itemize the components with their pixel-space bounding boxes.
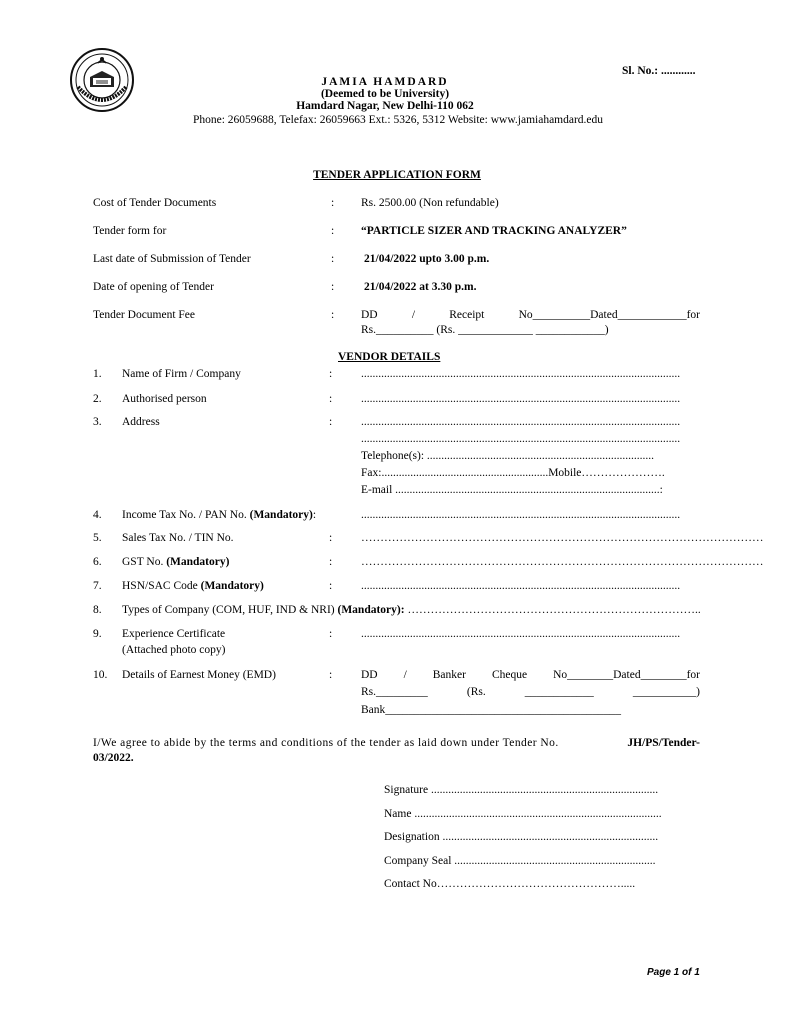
contact-number-field[interactable]: Contact No…………………………………………..... (384, 878, 636, 890)
field-label-last-date: Last date of Submission of Tender (93, 253, 251, 265)
field-colon: : (331, 253, 335, 265)
mandatory-tag: (Mandatory) (166, 556, 230, 568)
field-colon: : (331, 197, 335, 209)
university-name: JAMIA HAMDARD (321, 76, 449, 88)
item-number: 7. (93, 580, 102, 592)
item-label-authorised-person: Authorised person (122, 393, 207, 405)
field-label-cost: Cost of Tender Documents (93, 197, 217, 209)
emd-part: ____________ (524, 686, 594, 698)
item-number: 2. (93, 393, 102, 405)
field-value-cost: Rs. 2500.00 (Non refundable) (361, 197, 499, 209)
mandatory-tag: (Mandatory) (249, 509, 313, 521)
company-seal-field[interactable]: Company Seal ...................................................................... (384, 855, 656, 867)
fee-line-1 (361, 309, 700, 321)
emd-line-1[interactable] (361, 669, 700, 681)
university-address: Hamdard Nagar, New Delhi-110 062 (296, 100, 474, 112)
vendor-details-title: VENDOR DETAILS (338, 351, 441, 363)
item-label-firm-name: Name of Firm / Company (122, 368, 241, 380)
field-label-tender-for: Tender form for (93, 225, 167, 237)
company-type-field[interactable]: ………………………………………………………………….. (407, 604, 701, 616)
item-number: 4. (93, 509, 102, 521)
field-colon: : (329, 532, 333, 544)
item-label-company-type (122, 604, 701, 616)
form-title: TENDER APPLICATION FORM (313, 169, 481, 181)
address-field-line-1[interactable]: ............................................................................................................... (361, 416, 681, 428)
item-number: 5. (93, 532, 102, 544)
field-value-tender-for: “PARTICLE SIZER AND TRACKING ANALYZER” (361, 225, 627, 237)
field-label-opening-date: Date of opening of Tender (93, 281, 214, 293)
authorised-person-field[interactable]: ............................................................................................................... (361, 393, 681, 405)
field-value-last-date: 21/04/2022 upto 3.00 p.m. (364, 253, 490, 265)
company-type-label-text: Types of Company (COM, HUF, IND & NRI) (122, 604, 335, 616)
designation-field[interactable]: Designation ........................................................................... (384, 831, 659, 843)
item-number: 6. (93, 556, 102, 568)
pan-label-text: Income Tax No. / PAN No. (122, 509, 247, 521)
tender-reference: JH/PS/Tender- (627, 737, 700, 749)
item-number: 10. (93, 669, 108, 681)
fee-part: No__________Dated____________for (518, 309, 700, 321)
tender-reference-continued: 03/2022. (93, 752, 134, 764)
serial-number: Sl. No.: ............ (622, 65, 696, 77)
field-value-opening-date: 21/04/2022 at 3.30 p.m. (364, 281, 477, 293)
fee-part: / (411, 309, 416, 321)
item-number: 3. (93, 416, 102, 428)
emd-part: / (403, 669, 407, 681)
field-colon: : (331, 281, 335, 293)
hsn-field[interactable]: ............................................................................................................... (361, 580, 681, 592)
field-label-document-fee: Tender Document Fee (93, 309, 196, 321)
experience-field[interactable]: ............................................................................................................... (361, 628, 681, 640)
field-colon: : (329, 628, 333, 640)
emd-part: Rs._________ (361, 686, 428, 698)
field-colon: : (329, 416, 333, 428)
item-label-pan (122, 509, 316, 521)
emd-part: Banker (432, 669, 466, 681)
emd-part: Cheque (491, 669, 528, 681)
page-number: Page 1 of 1 (647, 967, 700, 978)
gst-label-text: GST No. (122, 556, 164, 568)
telephone-field[interactable]: Telephone(s): ............................................................................... (361, 450, 655, 462)
emd-part: No________Dated________for (553, 669, 700, 681)
field-colon: : (329, 580, 333, 592)
fee-part: Receipt (449, 309, 485, 321)
fee-line-2: Rs.__________ (Rs. _____________ ____________) (361, 324, 609, 336)
email-field[interactable]: E-mail ............................................................................................: (361, 484, 663, 496)
field-colon: : (331, 309, 335, 321)
item-label-gst (122, 556, 229, 568)
signature-field[interactable]: Signature ............................................................................... (384, 784, 659, 796)
address-field-line-2[interactable]: ............................................................................................................... (361, 433, 681, 445)
item-label-emd: Details of Earnest Money (EMD) (122, 669, 276, 681)
field-colon: : (312, 509, 317, 521)
university-status: (Deemed to be University) (320, 88, 450, 100)
emd-part: (Rs. (466, 686, 486, 698)
field-colon: : (329, 669, 333, 681)
name-field[interactable]: Name ...................................................................................... (384, 808, 662, 820)
firm-name-field[interactable]: ............................................................................................................... (361, 368, 681, 380)
item-label-experience-note: (Attached photo copy) (122, 644, 226, 656)
emd-bank-field[interactable]: Bank_________________________________________ (361, 704, 622, 716)
agreement-line-1 (93, 737, 700, 749)
university-contact: Phone: 26059688, Telefax: 26059663 Ext.: 5326, 5312 Website: www.jamiahamdard.edu (192, 114, 604, 126)
mandatory-tag: (Mandatory): (337, 604, 405, 616)
field-colon: : (329, 556, 333, 568)
agreement-text: I/We agree to abide by the terms and conditions of the tender as laid down under Tender No. (93, 737, 559, 749)
emd-part: ___________) (632, 686, 700, 698)
item-number: 9. (93, 628, 102, 640)
tin-field[interactable]: …………………………………………………………………………………………… (361, 532, 764, 544)
emd-line-2[interactable] (361, 686, 700, 698)
item-number: 8. (93, 604, 102, 616)
fee-part: DD (361, 309, 378, 321)
emd-part: DD (361, 669, 378, 681)
gst-field[interactable]: …………………………………………………………………………………………… (361, 556, 764, 568)
field-colon: : (329, 393, 333, 405)
field-colon: : (329, 368, 333, 380)
item-label-tin: Sales Tax No. / TIN No. (122, 532, 234, 544)
item-number: 1. (93, 368, 102, 380)
item-label-address: Address (122, 416, 160, 428)
item-label-experience: Experience Certificate (122, 628, 226, 640)
item-label-hsn (122, 580, 264, 592)
hsn-label-text: HSN/SAC Code (122, 580, 198, 592)
pan-field[interactable]: ............................................................................................................... (361, 509, 681, 521)
field-colon: : (331, 225, 335, 237)
mandatory-tag: (Mandatory) (200, 580, 264, 592)
fax-mobile-field[interactable]: Fax:..........................................................Mobile…………………. (361, 467, 665, 479)
